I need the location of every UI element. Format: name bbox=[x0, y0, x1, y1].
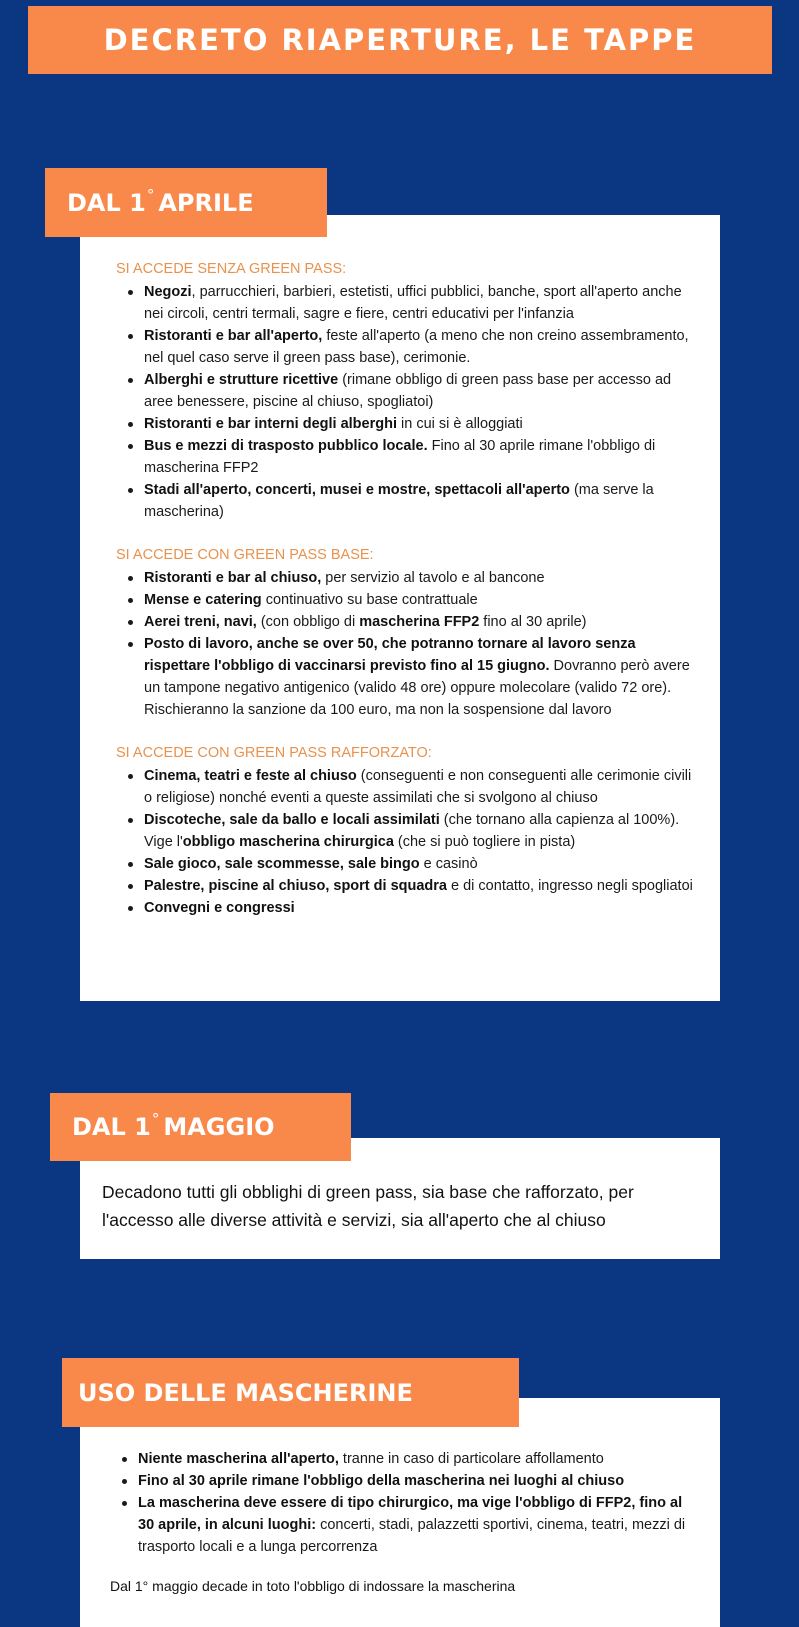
list-item bbox=[144, 325, 700, 369]
item-text: e di contatto, ingresso negli spogliatoi bbox=[447, 878, 693, 894]
item-bold-text: mascherina FFP2 bbox=[359, 614, 480, 630]
item-text: , parrucchieri, barbieri, estetisti, uffici pubblici, banche, sport all'aperto anche nei circoli, centri termali, sagre e fiere, centri educativi per l'infanzia bbox=[144, 284, 682, 322]
list-item bbox=[144, 567, 700, 589]
item-bold-text: Ristoranti e bar all'aperto, bbox=[144, 328, 323, 344]
masks-tag bbox=[62, 1358, 519, 1427]
item-text: tranne in caso di particolare affollamento bbox=[338, 1451, 604, 1467]
section-list bbox=[116, 567, 700, 721]
section-label: SI ACCEDE CON GREEN PASS BASE: bbox=[116, 547, 374, 563]
item-text: (conseguenti e non conseguenti alle cerimonie civili o religiose) nonché eventi a queste assimilati che si svolgono al chiuso bbox=[144, 768, 692, 806]
list-item bbox=[144, 633, 700, 721]
item-bold-text: Aerei treni, navi, bbox=[144, 614, 257, 630]
degree-symbol: ° bbox=[151, 1110, 160, 1128]
list-item bbox=[144, 413, 700, 435]
section-label: SI ACCEDE SENZA GREEN PASS: bbox=[116, 261, 347, 277]
section-gap bbox=[116, 523, 700, 545]
list-item bbox=[144, 281, 700, 325]
masks-list bbox=[110, 1448, 700, 1558]
item-bold-text: Palestre, piscine al chiuso, sport di squadra bbox=[144, 878, 447, 894]
masks-panel bbox=[80, 1398, 720, 1627]
item-bold-text: Niente mascherina all'aperto, bbox=[138, 1451, 339, 1467]
list-item bbox=[144, 853, 700, 875]
item-text: concerti, stadi, palazzetti sportivi, cinema, teatri, mezzi di trasporto locali e a lunga percorrenza bbox=[138, 1517, 686, 1555]
april-panel bbox=[80, 215, 720, 1001]
item-bold-text: Ristoranti e bar al chiuso, bbox=[144, 570, 322, 586]
item-bold-text: Negozi bbox=[144, 284, 192, 300]
item-bold-text: La mascherina deve essere di tipo chirurgico, ma vige l'obbligo di FFP2, fino al 30 aprile, in alcuni luoghi: bbox=[138, 1495, 683, 1533]
item-text: e casinò bbox=[419, 856, 478, 872]
item-text: (rimane obbligo di green pass base per accesso ad aree benessere, piscine al chiuso, spogliatoi) bbox=[144, 372, 672, 410]
list-item bbox=[144, 765, 700, 809]
item-text: Dovranno però avere un tampone negativo antigenico (valido 48 ore) oppure molecolare (valido 72 ore). Rischieranno la sanzione da 100 euro, ma non la sospensione dal lavoro bbox=[144, 658, 690, 718]
list-item bbox=[144, 369, 700, 413]
item-bold-text: Posto di lavoro, anche se over 50, che potranno tornare al lavoro senza rispettare l'obbligo di vaccinarsi previsto fino al 15 giugno. bbox=[144, 636, 636, 674]
april-tag-suffix: APRILE bbox=[158, 188, 254, 217]
april-tag bbox=[45, 168, 327, 237]
item-text: continuativo su base contrattuale bbox=[261, 592, 478, 608]
item-bold-text: Bus e mezzi di trasposto pubblico locale. bbox=[144, 438, 428, 454]
page-title: DECRETO RIAPERTURE, LE TAPPE bbox=[103, 23, 697, 57]
item-bold-text: Discoteche, sale da ballo e locali assimilati bbox=[144, 812, 440, 828]
item-bold-text: Alberghi e strutture ricettive bbox=[144, 372, 339, 388]
list-item bbox=[144, 589, 700, 611]
item-bold-text: Fino al 30 aprile rimane l'obbligo della mascherina nei luoghi al chiuso bbox=[138, 1473, 625, 1489]
section-label: SI ACCEDE CON GREEN PASS RAFFORZATO: bbox=[116, 745, 432, 761]
section-list bbox=[116, 281, 700, 523]
item-bold-text: Mense e catering bbox=[144, 592, 262, 608]
degree-symbol: ° bbox=[146, 185, 155, 204]
april-content bbox=[116, 259, 700, 919]
title-banner bbox=[28, 6, 772, 74]
list-item bbox=[144, 479, 700, 523]
list-item bbox=[138, 1492, 700, 1558]
item-text: (con obbligo di bbox=[256, 614, 360, 630]
list-item bbox=[144, 435, 700, 479]
item-bold-text: Sale gioco, sale scommesse, sale bingo bbox=[144, 856, 420, 872]
may-tag-suffix: MAGGIO bbox=[163, 1113, 275, 1141]
item-text: Fino al 30 aprile rimane l'obbligo di mascherina FFP2 bbox=[144, 438, 656, 476]
masks-closing: Dal 1° maggio decade in toto l'obbligo di indossare la mascherina bbox=[110, 1578, 516, 1594]
item-text: (che si può togliere in pista) bbox=[393, 834, 576, 850]
list-item bbox=[144, 897, 700, 919]
item-bold-text: obbligo mascherina chirurgica bbox=[182, 834, 394, 850]
item-text: (ma serve la mascherina) bbox=[144, 482, 654, 520]
may-text: Decadono tutti gli obblighi di green pass, sia base che rafforzato, per l'accesso alle diverse attività e servizi, sia all'aperto che al chiuso bbox=[102, 1182, 634, 1230]
item-bold-text: Stadi all'aperto, concerti, musei e mostre, spettacoli all'aperto bbox=[144, 482, 570, 498]
item-bold-text: Ristoranti e bar interni degli alberghi bbox=[144, 416, 397, 432]
may-tag bbox=[50, 1093, 351, 1161]
item-text: (che tornano alla capienza al 100%). Vige l' bbox=[144, 812, 680, 850]
item-text: fino al 30 aprile) bbox=[479, 614, 587, 630]
masks-tag-label: USO DELLE MASCHERINE bbox=[78, 1378, 413, 1407]
list-item bbox=[138, 1448, 700, 1470]
list-item bbox=[144, 611, 700, 633]
section-list bbox=[116, 765, 700, 919]
item-text: feste all'aperto (a meno che non creino assembramento, nel quel caso serve il green pass base), cerimonie. bbox=[144, 328, 689, 366]
item-text: per servizio al tavolo e al bancone bbox=[321, 570, 545, 586]
april-tag-prefix: DAL 1 bbox=[67, 188, 146, 217]
item-bold-text: Convegni e congressi bbox=[144, 900, 295, 916]
list-item bbox=[144, 809, 700, 853]
item-bold-text: Cinema, teatri e feste al chiuso bbox=[144, 768, 357, 784]
list-item bbox=[138, 1470, 700, 1492]
item-text: in cui si è alloggiati bbox=[397, 416, 523, 432]
section-gap bbox=[116, 721, 700, 743]
list-item bbox=[144, 875, 700, 897]
may-tag-prefix: DAL 1 bbox=[72, 1113, 151, 1141]
